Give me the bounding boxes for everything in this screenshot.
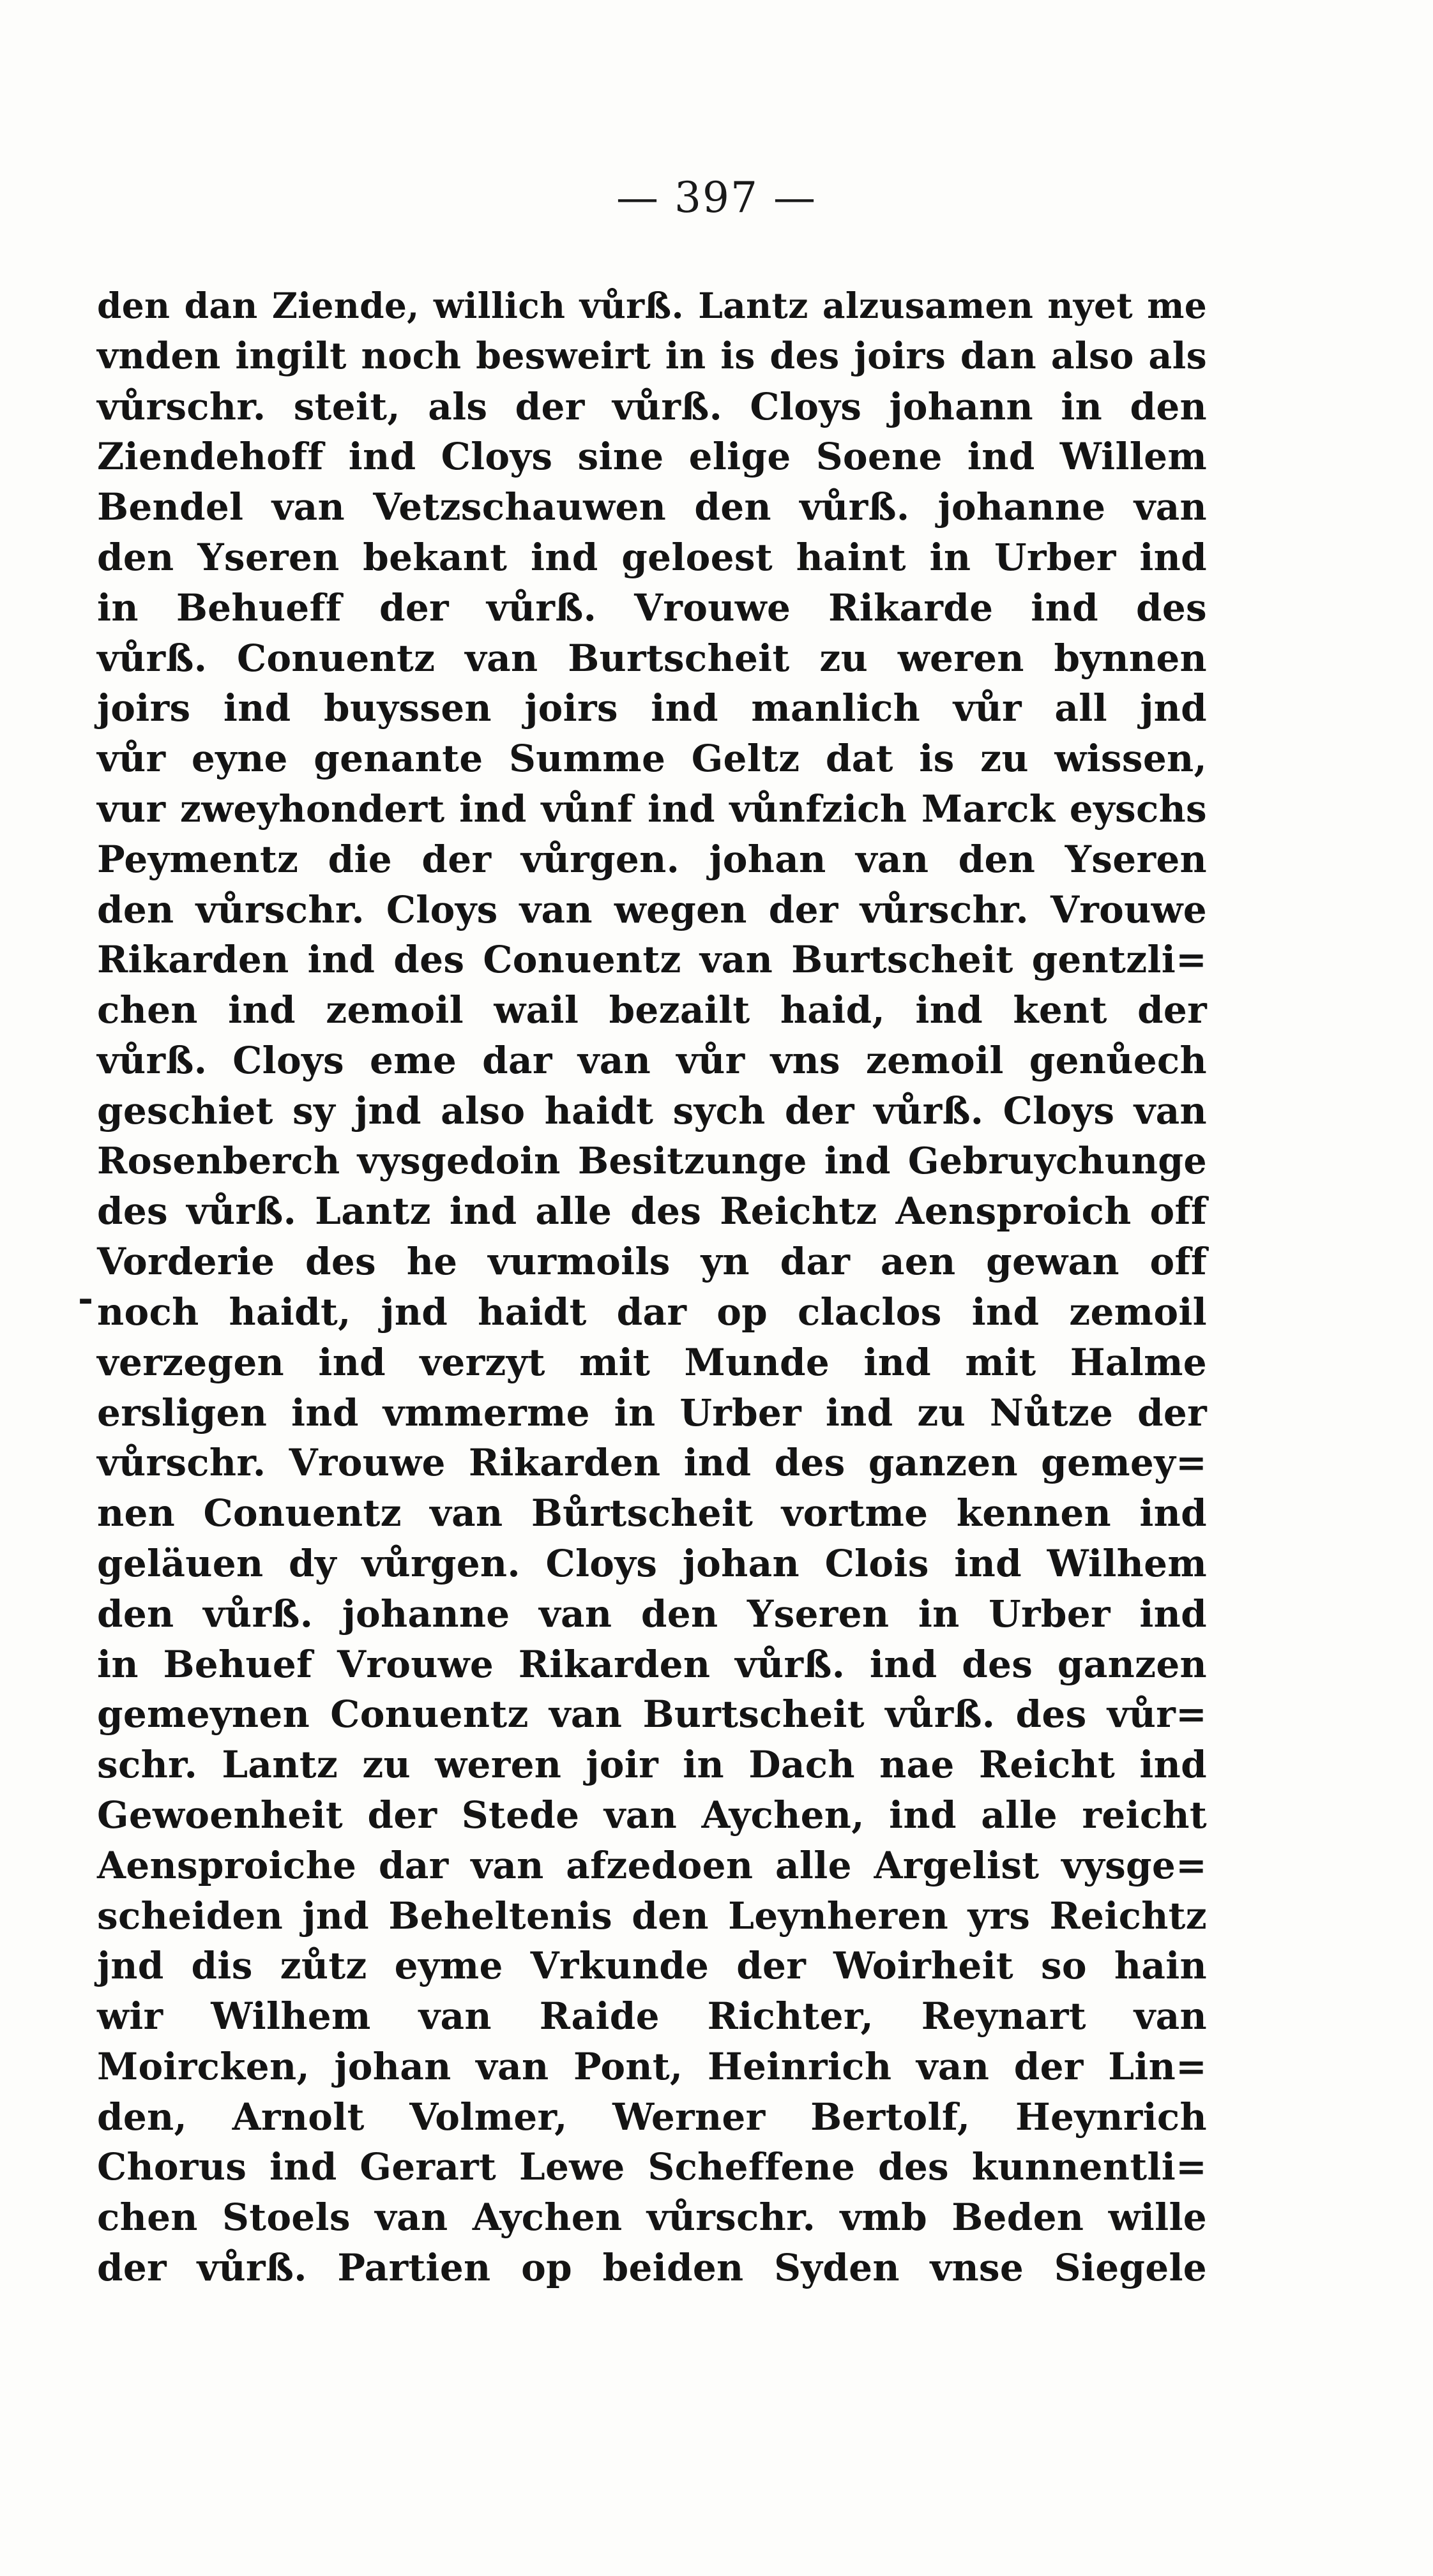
text-line: vnden ingilt noch besweirt in is des joirs dan also als: [97, 334, 1207, 377]
page-number: — 397 —: [616, 173, 817, 222]
text-line: Rosenberch vysgedoin Besitzunge ind Gebruychunge: [97, 1139, 1207, 1182]
body-text: [97, 281, 1207, 2293]
text-line: jnd dis zůtz eyme Vrkunde der Woirheit so hain: [97, 1944, 1207, 1988]
text-line: wir Wilhem van Raide Richter, Reynart van: [97, 1994, 1207, 2038]
text-line: Chorus ind Gerart Lewe Scheffene des kunnentli=: [97, 2145, 1207, 2189]
text-line: in Behuef Vrouwe Rikarden vůrß. ind des ganzen: [97, 1642, 1207, 1686]
text-line: den dan Ziende, willich vůrß. Lantz alzusamen nyet me: [97, 285, 1207, 326]
text-line: der vůrß. Partien op beiden Syden vnse Siegele: [97, 2246, 1207, 2290]
text-line: Moircken, johan van Pont, Heinrich van der Lin=: [97, 2044, 1207, 2088]
text-line: vůrschr. steit, als der vůrß. Cloys johann in den: [97, 384, 1207, 428]
text-line: den, Arnolt Volmer, Werner Bertolf, Heynrich: [97, 2095, 1207, 2139]
text-line: Peymentz die der vůrgen. johan van den Yseren: [97, 837, 1207, 881]
text-line: Bendel van Vetzschauwen den vůrß. johanne van: [97, 485, 1207, 529]
text-line: ersligen ind vmmerme in Urber ind zu Nůtze der: [97, 1390, 1207, 1435]
text-line: gemeynen Conuentz van Burtscheit vůrß. des vůr=: [97, 1692, 1207, 1736]
text-line: Rikarden ind des Conuentz van Burtscheit gentzli=: [97, 938, 1207, 982]
text-line: chen ind zemoil wail bezailt haid, ind kent der: [97, 988, 1207, 1032]
text-line: nen Conuentz van Bůrtscheit vortme kennen ind: [97, 1491, 1207, 1535]
text-line: geschiet sy jnd also haidt sych der vůrß. Cloys van: [97, 1088, 1207, 1133]
text-line: vůrschr. Vrouwe Rikarden ind des ganzen gemey=: [97, 1441, 1207, 1485]
text-line: chen Stoels van Aychen vůrschr. vmb Beden wille: [97, 2196, 1207, 2240]
text-line: vur zweyhondert ind vůnf ind vůnfzich Marck eyschs: [97, 787, 1207, 831]
text-line: vůrß. Conuentz van Burtscheit zu weren bynnen: [97, 636, 1207, 680]
text-line: den vůrschr. Cloys van wegen der vůrschr. Vrouwe: [97, 887, 1207, 931]
text-line: in Behueff der vůrß. Vrouwe Rikarde ind des: [97, 585, 1207, 629]
text-line: geläuen dy vůrgen. Cloys johan Clois ind Wilhem: [97, 1541, 1207, 1585]
text-line: noch haidt, jnd haidt dar op claclos ind zemoil: [97, 1290, 1207, 1334]
text-line: Ziendehoff ind Cloys sine elige Soene ind Willem: [97, 435, 1207, 479]
text-line: den Yseren bekant ind geloest haint in Urber ind: [97, 535, 1207, 579]
text-line: Gewoenheit der Stede van Aychen, ind alle reicht: [97, 1793, 1207, 1837]
text-line: Aensproiche dar van afzedoen alle Argelist vysge=: [97, 1843, 1207, 1887]
margin-mark: -: [78, 1277, 94, 1320]
text-line: verzegen ind verzyt mit Munde ind mit Halme: [97, 1340, 1207, 1384]
text-line: den vůrß. johanne van den Yseren in Urber ind: [97, 1592, 1207, 1636]
text-line: scheiden jnd Beheltenis den Leynheren yrs Reichtz: [97, 1894, 1207, 1938]
text-line: joirs ind buyssen joirs ind manlich vůr all jnd: [97, 686, 1207, 730]
text-line: vůr eyne genante Summe Geltz dat is zu wissen,: [97, 737, 1207, 781]
text-line: schr. Lantz zu weren joir in Dach nae Reicht ind: [97, 1743, 1207, 1787]
text-line: Vorderie des he vurmoils yn dar aen gewan off: [97, 1240, 1207, 1284]
text-line: vůrß. Cloys eme dar van vůr vns zemoil genůech: [97, 1038, 1207, 1082]
text-line: des vůrß. Lantz ind alle des Reichtz Aensproich off: [97, 1189, 1207, 1233]
